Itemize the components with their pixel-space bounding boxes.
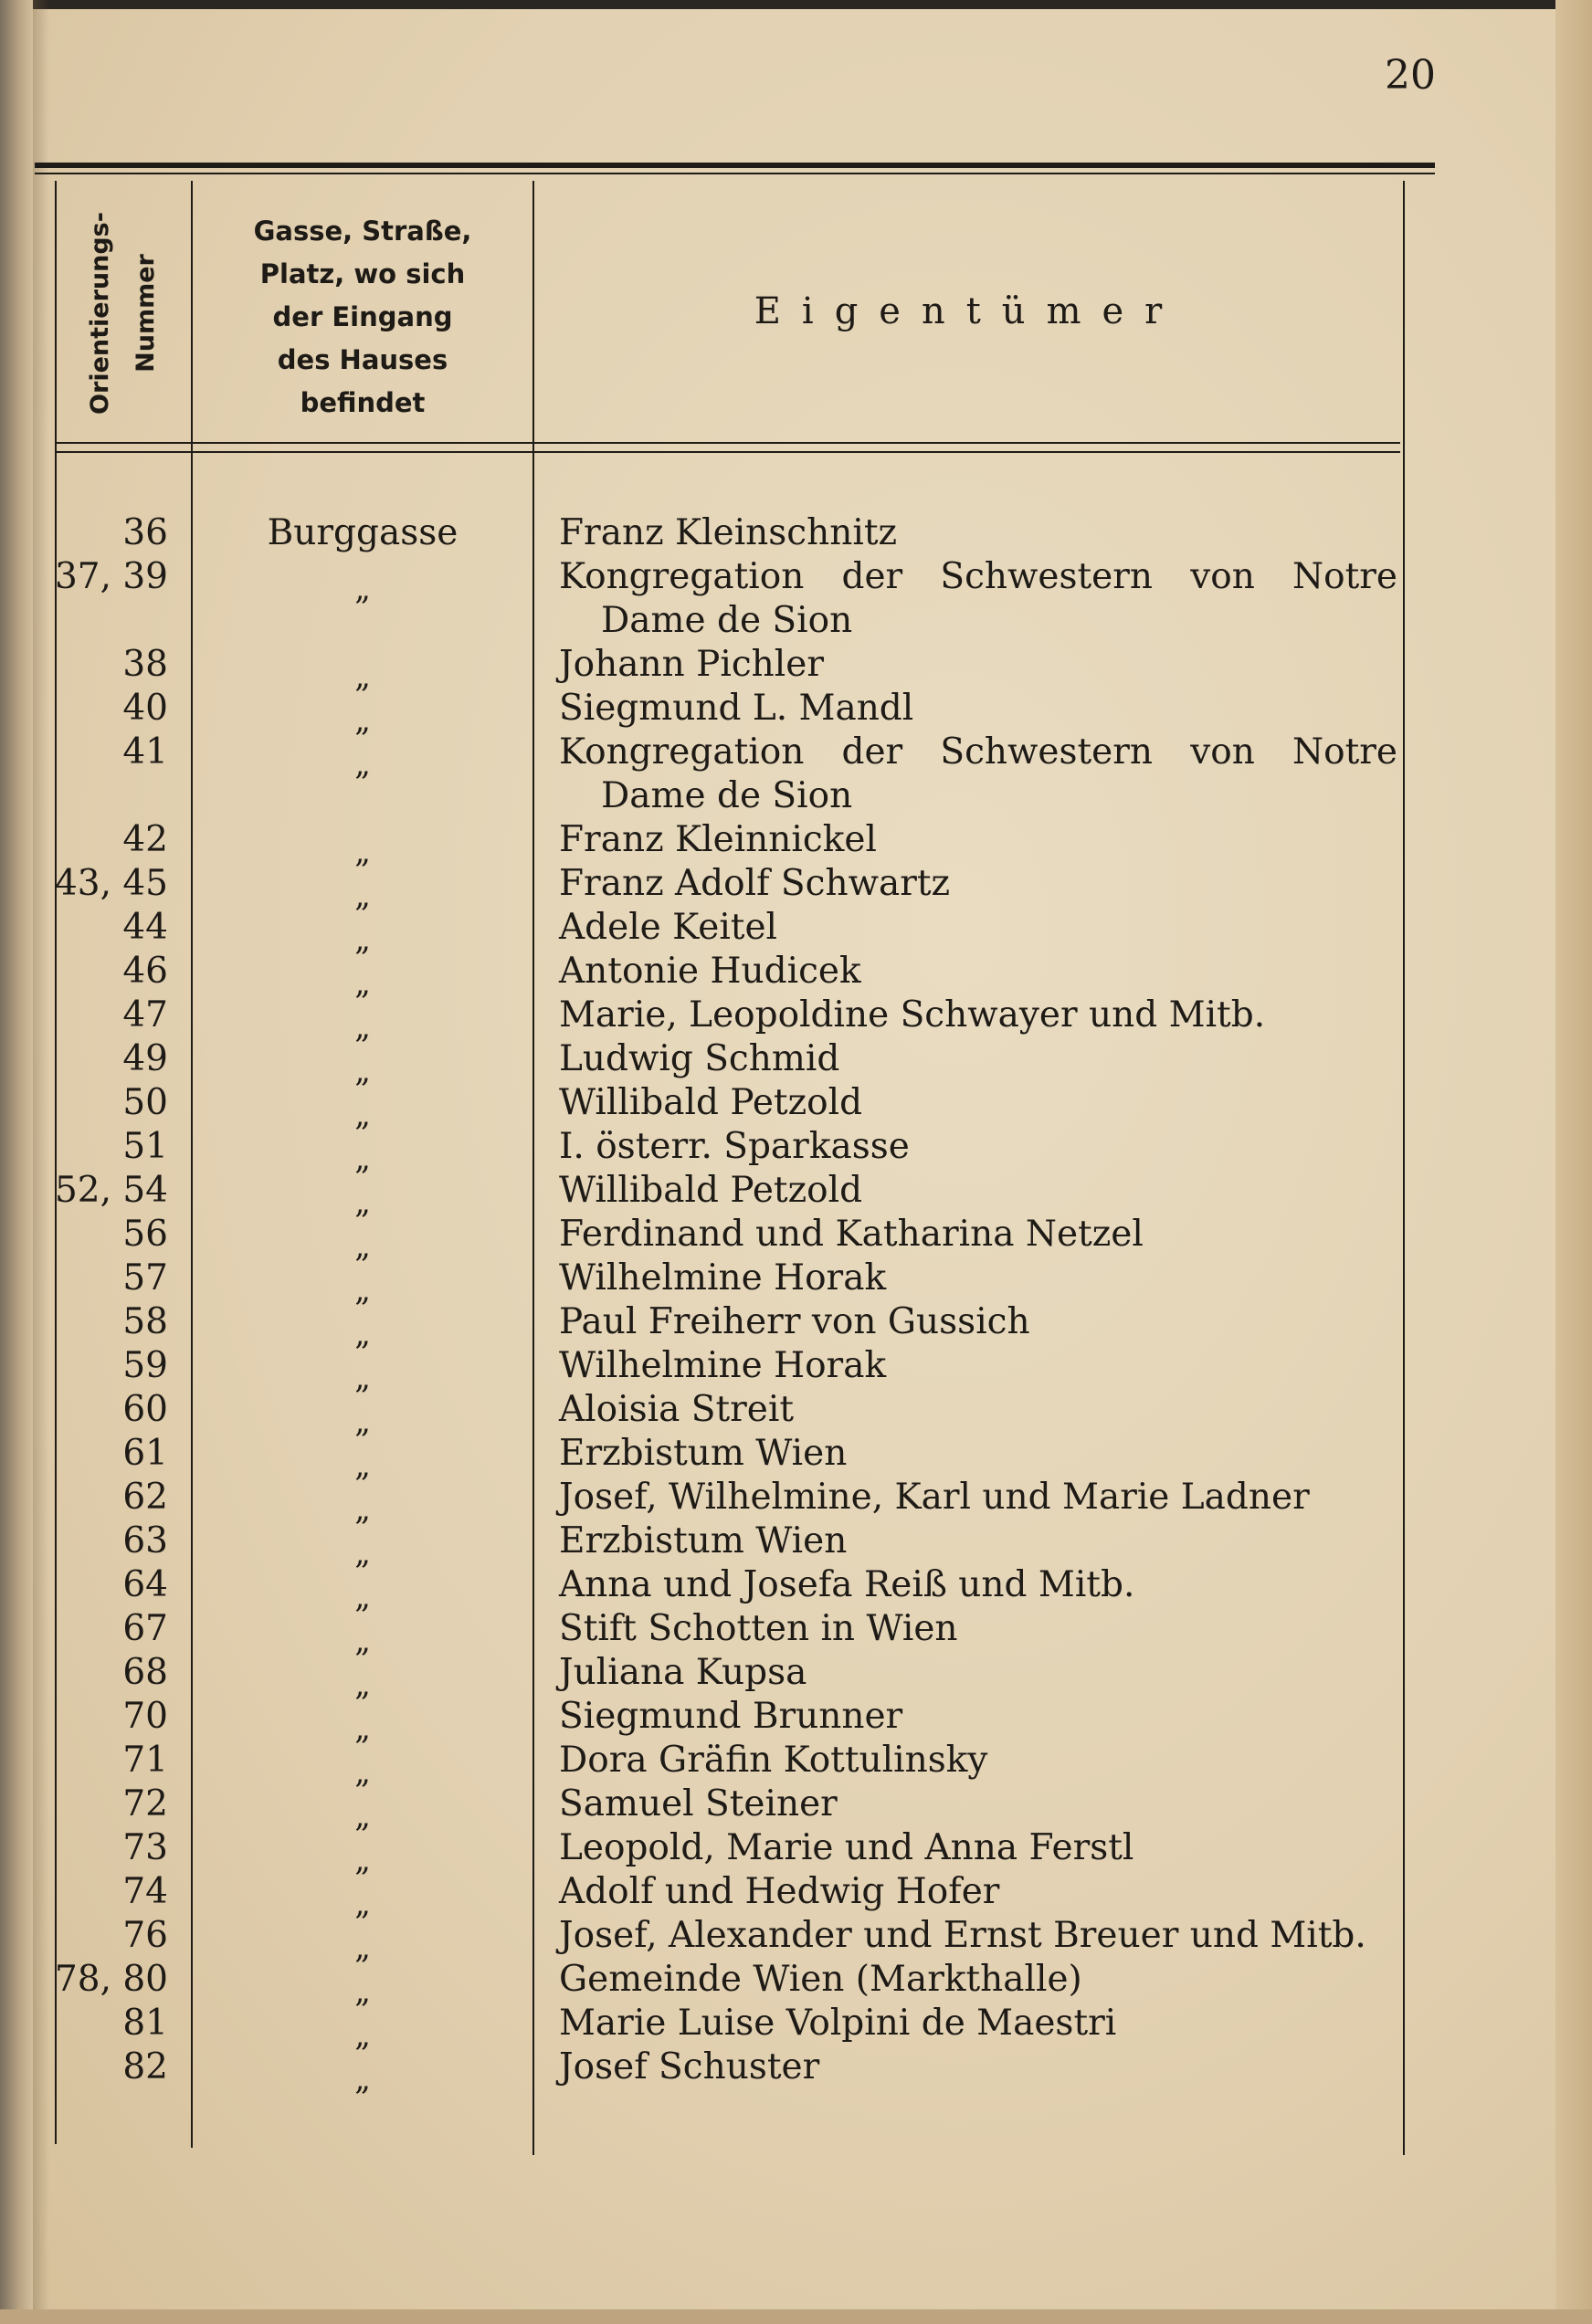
table-row bbox=[0, 1739, 1592, 1791]
table-row bbox=[0, 1300, 1592, 1352]
ditto-mark: „ bbox=[354, 1491, 371, 1528]
owner-name: Gemeinde Wien (Markthalle) bbox=[559, 1959, 1082, 2000]
ditto-mark: „ bbox=[354, 878, 371, 914]
street-name bbox=[195, 1695, 531, 1747]
ditto-mark: „ bbox=[354, 1404, 371, 1440]
owner-name: Samuel Steiner bbox=[559, 1783, 838, 1824]
house-number: 41 bbox=[122, 731, 168, 773]
table-row bbox=[0, 950, 1592, 1002]
street-name bbox=[195, 862, 531, 914]
house-number: 64 bbox=[122, 1564, 168, 1605]
owner-name: Marie Luise Volpini de Maestri bbox=[559, 2003, 1117, 2044]
header-number-line: Orientierungs- bbox=[86, 212, 114, 415]
house-number: 62 bbox=[122, 1477, 168, 1518]
street-name bbox=[195, 2002, 531, 2054]
top-rule-thick bbox=[35, 163, 1435, 168]
street-name bbox=[195, 511, 531, 555]
owner-name: Kongregation der Schwestern von Notre bbox=[559, 556, 1397, 597]
table-row bbox=[0, 1958, 1592, 2010]
ditto-mark: „ bbox=[354, 2017, 371, 2054]
ditto-mark: „ bbox=[354, 834, 371, 870]
owner-name: Josef Schuster bbox=[559, 2046, 820, 2087]
ditto-mark: „ bbox=[354, 1886, 371, 1922]
house-number: 78, 80 bbox=[54, 1959, 168, 2000]
header-street-line: der Eingang bbox=[272, 301, 453, 332]
ditto-mark: „ bbox=[354, 571, 371, 607]
house-number: 70 bbox=[122, 1696, 168, 1737]
street-name bbox=[195, 1344, 531, 1396]
header-street-line: Gasse, Straße, bbox=[253, 216, 472, 247]
owner-name: Siegmund L. Mandl bbox=[559, 688, 914, 729]
table-row bbox=[0, 1125, 1592, 1177]
house-number: 42 bbox=[122, 819, 168, 860]
street-name bbox=[195, 643, 531, 695]
street-name bbox=[195, 1739, 531, 1791]
house-number: 36 bbox=[122, 512, 168, 553]
street-name bbox=[195, 555, 531, 607]
table-row bbox=[0, 1563, 1592, 1615]
house-number: 49 bbox=[122, 1038, 168, 1079]
street-name bbox=[195, 1826, 531, 1878]
page-top-edge bbox=[0, 0, 1592, 9]
street-name bbox=[195, 1651, 531, 1703]
ditto-mark: „ bbox=[354, 1097, 371, 1133]
owner-name: Erzbistum Wien bbox=[559, 1520, 848, 1562]
owner-name: Franz Kleinnickel bbox=[559, 819, 877, 860]
table-row bbox=[0, 643, 1592, 695]
top-rule-thin bbox=[35, 173, 1435, 174]
owner-name: Johann Pichler bbox=[559, 644, 824, 685]
street-name bbox=[195, 1476, 531, 1528]
house-number: 40 bbox=[122, 688, 168, 729]
street-name bbox=[195, 1169, 531, 1221]
street-name bbox=[195, 994, 531, 1046]
owner-name: Leopold, Marie und Anna Ferstl bbox=[559, 1827, 1134, 1868]
owner-name: Siegmund Brunner bbox=[559, 1696, 903, 1737]
house-number: 57 bbox=[122, 1257, 168, 1299]
table-row bbox=[0, 731, 1592, 818]
house-number: 76 bbox=[122, 1915, 168, 1956]
table-row bbox=[0, 1037, 1592, 1089]
owner-name: Willibald Petzold bbox=[559, 1082, 863, 1123]
ditto-mark: „ bbox=[354, 1272, 371, 1309]
owner-name: Marie, Leopoldine Schwayer und Mitb. bbox=[559, 994, 1266, 1036]
owner-name: Wilhelmine Horak bbox=[559, 1345, 887, 1386]
street-name bbox=[195, 1958, 531, 2010]
house-number: 46 bbox=[122, 951, 168, 992]
owner-name: Anna und Josefa Reiß und Mitb. bbox=[559, 1564, 1135, 1605]
house-number: 52, 54 bbox=[54, 1170, 168, 1211]
owner-name-continuation: Dame de Sion bbox=[601, 600, 853, 641]
table-row bbox=[0, 1344, 1592, 1396]
ditto-mark: „ bbox=[354, 1842, 371, 1878]
house-number: 37, 39 bbox=[54, 556, 168, 597]
street-name bbox=[195, 687, 531, 739]
table-row bbox=[0, 1651, 1592, 1703]
table-row bbox=[0, 1914, 1592, 1966]
street-name bbox=[195, 1870, 531, 1922]
header-number-line: Nummer bbox=[132, 254, 160, 373]
street-name bbox=[195, 818, 531, 870]
street-name bbox=[195, 1037, 531, 1089]
table-row bbox=[0, 862, 1592, 914]
ditto-mark: „ bbox=[354, 965, 371, 1002]
header-rule-lower bbox=[55, 451, 1400, 453]
owner-name: Josef, Wilhelmine, Karl und Marie Ladner bbox=[559, 1477, 1310, 1518]
table-row bbox=[0, 1826, 1592, 1878]
street-name bbox=[195, 1257, 531, 1309]
table-row bbox=[0, 687, 1592, 739]
street-name bbox=[195, 1914, 531, 1966]
house-number: 63 bbox=[122, 1520, 168, 1562]
header-rule-upper bbox=[55, 442, 1400, 444]
street-name bbox=[195, 1782, 531, 1835]
table-row bbox=[0, 1870, 1592, 1922]
table-row bbox=[0, 1520, 1592, 1572]
ditto-mark: „ bbox=[354, 1228, 371, 1265]
house-number: 72 bbox=[122, 1783, 168, 1824]
street-name bbox=[195, 1388, 531, 1440]
house-number: 68 bbox=[122, 1652, 168, 1693]
page-number: 20 bbox=[1385, 52, 1436, 99]
street-name bbox=[195, 1213, 531, 1265]
house-number: 67 bbox=[122, 1608, 168, 1649]
table-row bbox=[0, 511, 1592, 555]
ditto-mark: „ bbox=[354, 1447, 371, 1484]
ditto-mark: „ bbox=[354, 1053, 371, 1089]
ditto-mark: „ bbox=[354, 1141, 371, 1177]
table-row bbox=[0, 906, 1592, 958]
table-row bbox=[0, 1169, 1592, 1221]
owner-name: Josef, Alexander und Ernst Breuer und Mitb. bbox=[559, 1915, 1366, 1956]
owner-name: Willibald Petzold bbox=[559, 1170, 863, 1211]
owner-name: Franz Adolf Schwartz bbox=[559, 863, 951, 904]
ditto-mark: „ bbox=[354, 658, 371, 695]
street-name bbox=[195, 906, 531, 958]
table-row bbox=[0, 1782, 1592, 1835]
table-row bbox=[0, 1695, 1592, 1747]
street-name bbox=[195, 731, 531, 783]
house-number: 47 bbox=[122, 994, 168, 1036]
owner-name: Antonie Hudicek bbox=[559, 951, 861, 992]
house-number: 59 bbox=[122, 1345, 168, 1386]
ditto-mark: „ bbox=[354, 2061, 371, 2098]
table-row bbox=[0, 1213, 1592, 1265]
ditto-mark: „ bbox=[354, 1973, 371, 2010]
owner-name: Adolf und Hedwig Hofer bbox=[559, 1871, 1000, 1912]
house-number: 74 bbox=[122, 1871, 168, 1912]
house-number: 82 bbox=[122, 2046, 168, 2087]
ditto-mark: „ bbox=[354, 1535, 371, 1572]
ditto-mark: „ bbox=[354, 1754, 371, 1791]
owner-name: I. österr. Sparkasse bbox=[559, 1126, 910, 1167]
street-text: Burggasse bbox=[267, 512, 459, 553]
owner-name: Wilhelmine Horak bbox=[559, 1257, 887, 1299]
header-number-column bbox=[58, 192, 188, 435]
ditto-mark: „ bbox=[354, 1316, 371, 1352]
house-number: 56 bbox=[122, 1214, 168, 1255]
table-row bbox=[0, 1388, 1592, 1440]
ditto-mark: „ bbox=[354, 1667, 371, 1703]
street-name bbox=[195, 1300, 531, 1352]
table-row bbox=[0, 1081, 1592, 1133]
header-street-line: Platz, wo sich bbox=[259, 258, 466, 289]
house-number: 50 bbox=[122, 1082, 168, 1123]
owner-name: Aloisia Streit bbox=[559, 1389, 794, 1430]
owner-name: Stift Schotten in Wien bbox=[559, 1608, 958, 1649]
ditto-mark: „ bbox=[354, 921, 371, 958]
ditto-mark: „ bbox=[354, 702, 371, 739]
owner-name-continuation: Dame de Sion bbox=[601, 775, 853, 816]
street-name bbox=[195, 2045, 531, 2098]
header-street-line: des Hauses bbox=[277, 344, 448, 375]
table-row bbox=[0, 1607, 1592, 1659]
owner-name: Juliana Kupsa bbox=[559, 1652, 807, 1693]
page-bottom-edge bbox=[0, 2309, 1592, 2324]
ditto-mark: „ bbox=[354, 1184, 371, 1221]
owner-name: Ludwig Schmid bbox=[559, 1038, 840, 1079]
owner-name: Franz Kleinschnitz bbox=[559, 512, 898, 553]
street-name bbox=[195, 1125, 531, 1177]
house-number: 44 bbox=[122, 907, 168, 948]
table-row bbox=[0, 555, 1592, 643]
table-row bbox=[0, 818, 1592, 870]
table-row bbox=[0, 2002, 1592, 2054]
street-name bbox=[195, 950, 531, 1002]
owner-name: Dora Gräfin Kottulinsky bbox=[559, 1740, 988, 1781]
ditto-mark: „ bbox=[354, 746, 371, 783]
house-number: 38 bbox=[122, 644, 168, 685]
ditto-mark: „ bbox=[354, 1710, 371, 1747]
street-name bbox=[195, 1081, 531, 1133]
street-name bbox=[195, 1607, 531, 1659]
owner-name: Paul Freiherr von Gussich bbox=[559, 1301, 1030, 1342]
owner-name: Kongregation der Schwestern von Notre bbox=[559, 731, 1397, 773]
house-number: 58 bbox=[122, 1301, 168, 1342]
table-row bbox=[0, 1257, 1592, 1309]
house-number: 43, 45 bbox=[54, 863, 168, 904]
house-number: 71 bbox=[122, 1740, 168, 1781]
ditto-mark: „ bbox=[354, 1798, 371, 1835]
header-owner-column: Eigentümer bbox=[754, 290, 1184, 332]
owner-name: Erzbistum Wien bbox=[559, 1433, 848, 1474]
ditto-mark: „ bbox=[354, 1930, 371, 1966]
owner-name: Adele Keitel bbox=[559, 907, 778, 948]
table-row bbox=[0, 994, 1592, 1046]
table-row bbox=[0, 1476, 1592, 1528]
ditto-mark: „ bbox=[354, 1579, 371, 1615]
street-name bbox=[195, 1432, 531, 1484]
ditto-mark: „ bbox=[354, 1623, 371, 1659]
table-row bbox=[0, 2045, 1592, 2098]
ditto-mark: „ bbox=[354, 1009, 371, 1046]
owner-name: Ferdinand und Katharina Netzel bbox=[559, 1214, 1144, 1255]
street-name bbox=[195, 1563, 531, 1615]
ditto-mark: „ bbox=[354, 1360, 371, 1396]
house-number: 60 bbox=[122, 1389, 168, 1430]
house-number: 51 bbox=[122, 1126, 168, 1167]
header-street-line: befindet bbox=[300, 387, 426, 418]
street-name bbox=[195, 1520, 531, 1572]
house-number: 61 bbox=[122, 1433, 168, 1474]
house-number: 73 bbox=[122, 1827, 168, 1868]
house-number: 81 bbox=[122, 2003, 168, 2044]
header-street-column bbox=[195, 210, 531, 425]
table-row bbox=[0, 1432, 1592, 1484]
